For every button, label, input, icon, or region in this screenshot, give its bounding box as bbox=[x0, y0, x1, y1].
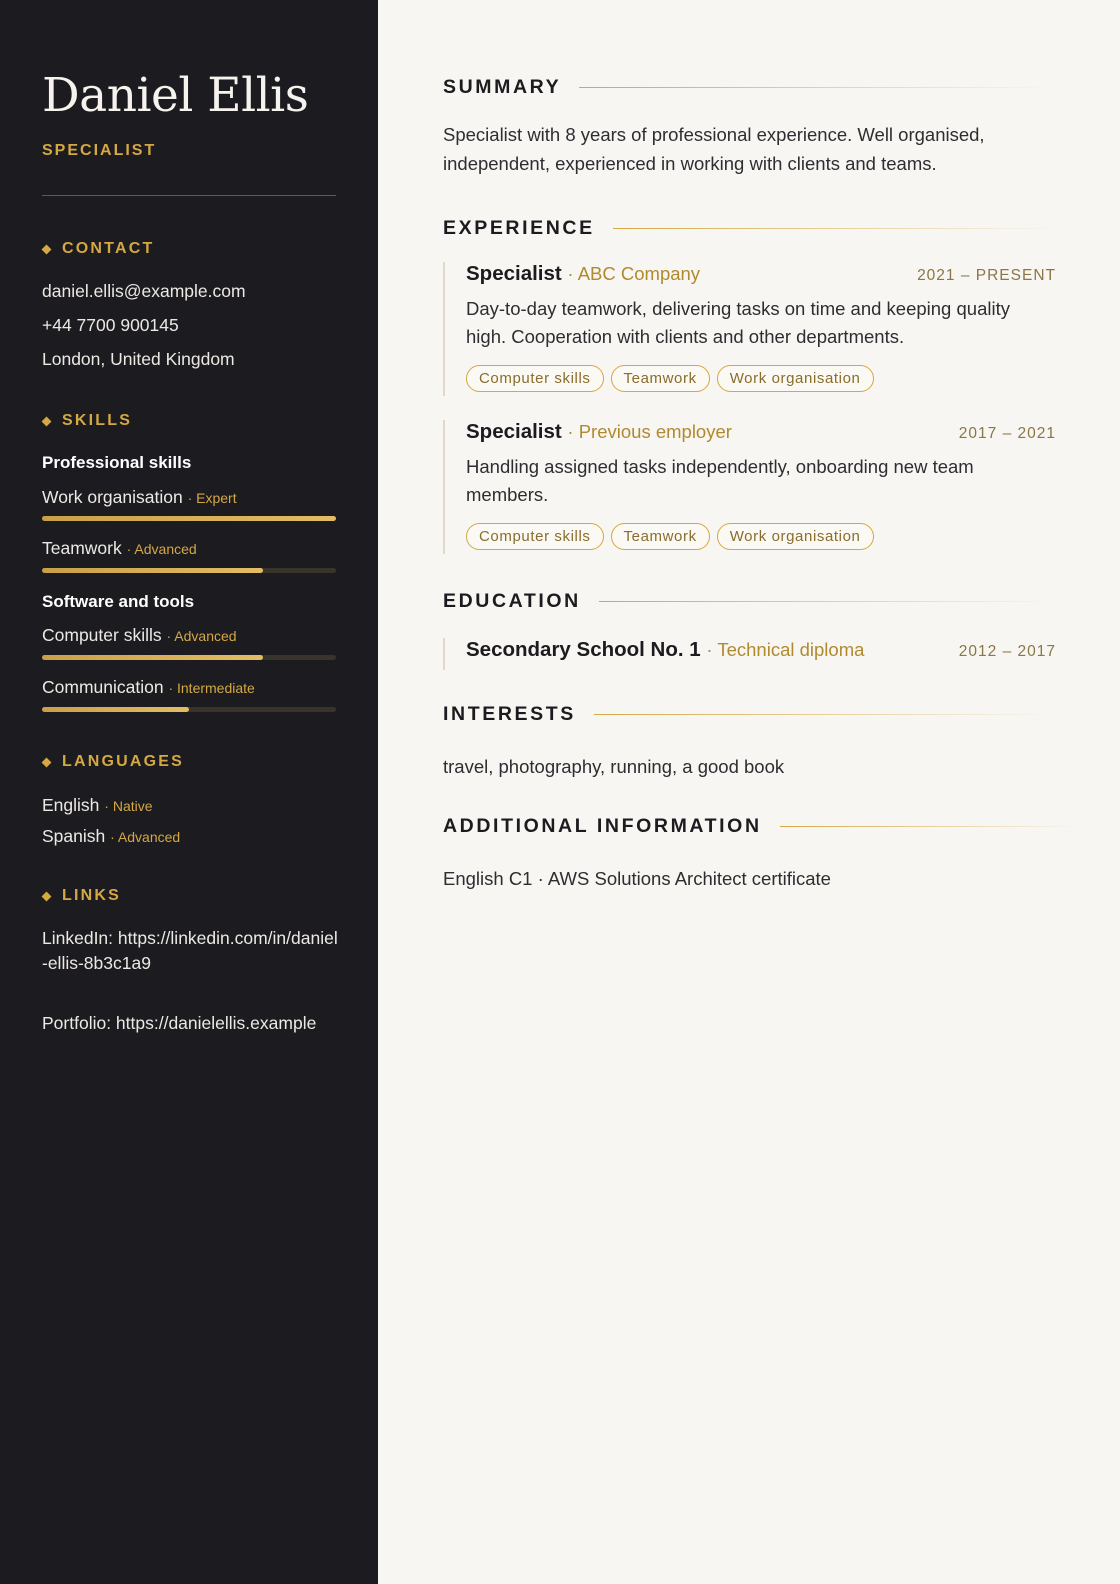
diamond-icon bbox=[42, 244, 52, 254]
skill-tag: Teamwork bbox=[611, 365, 710, 392]
skill-level: · Advanced bbox=[126, 541, 197, 557]
experience-entry bbox=[443, 262, 1056, 396]
heading-rule bbox=[780, 826, 1080, 827]
contact-heading bbox=[42, 240, 154, 258]
job-dates: 2017 – 2021 bbox=[958, 425, 1056, 442]
heading-rule bbox=[613, 228, 1061, 229]
candidate-name: Daniel Ellis bbox=[42, 68, 309, 123]
job-header bbox=[466, 420, 1056, 444]
portfolio-link[interactable]: Portfolio: https://danielellis.example bbox=[42, 1013, 317, 1033]
skill-group-title: Professional skills bbox=[42, 453, 192, 472]
education-entry bbox=[443, 638, 1056, 670]
languages-heading-label: LANGUAGES bbox=[62, 753, 185, 770]
contact-email[interactable]: daniel.ellis@example.com bbox=[42, 281, 246, 301]
job-description: Day-to-day teamwork, delivering tasks on time and keeping quality high. Cooperation with clients and other departments. bbox=[466, 298, 1010, 347]
skill-name: Communication bbox=[42, 677, 164, 697]
heading-rule bbox=[579, 87, 1049, 88]
language-name: Spanish bbox=[42, 826, 106, 846]
skill-level: · Expert bbox=[187, 490, 237, 506]
job-company: · Previous employer bbox=[567, 421, 732, 442]
skill-bar-fill bbox=[42, 707, 189, 712]
additional-heading-label: ADDITIONAL INFORMATION bbox=[443, 815, 762, 837]
skill-tag: Work organisation bbox=[717, 523, 874, 550]
skill-bar-fill bbox=[42, 655, 263, 660]
skill-bar bbox=[42, 655, 336, 660]
education-heading-label: EDUCATION bbox=[443, 590, 581, 612]
skills-heading bbox=[42, 412, 132, 430]
links-heading-label: LINKS bbox=[62, 887, 121, 904]
summary-heading-label: SUMMARY bbox=[443, 76, 562, 98]
interests-heading-label: INTERESTS bbox=[443, 703, 576, 725]
additional-text: English C1 · AWS Solutions Architect certificate bbox=[443, 868, 831, 889]
language-level: · Native bbox=[104, 798, 153, 814]
skill-level: · Advanced bbox=[166, 628, 237, 644]
interests-text: travel, photography, running, a good book bbox=[443, 756, 785, 777]
language-name: English bbox=[42, 795, 100, 815]
interests-heading bbox=[443, 703, 1054, 726]
language-item bbox=[42, 795, 153, 816]
job-title-line bbox=[466, 420, 732, 444]
experience-entry bbox=[443, 420, 1056, 554]
job-tags bbox=[466, 365, 1056, 392]
skill-tag: Work organisation bbox=[717, 365, 874, 392]
diamond-icon bbox=[42, 416, 52, 426]
summary-heading bbox=[443, 76, 1049, 99]
summary-text: Specialist with 8 years of professional experience. Well organised, independent, experienced in working with clients and teams. bbox=[443, 124, 985, 174]
contact-location: London, United Kingdom bbox=[42, 349, 235, 369]
skill-level: · Intermediate bbox=[168, 680, 255, 696]
job-header bbox=[466, 262, 1056, 286]
skill-bar-fill bbox=[42, 568, 263, 573]
skill-bar bbox=[42, 707, 336, 712]
skill-item bbox=[42, 538, 197, 559]
diamond-icon bbox=[42, 757, 52, 767]
skill-tag: Teamwork bbox=[611, 523, 710, 550]
skill-name: Work organisation bbox=[42, 487, 183, 507]
skill-tag: Computer skills bbox=[466, 523, 604, 550]
skill-name: Teamwork bbox=[42, 538, 122, 558]
skill-bar-fill bbox=[42, 516, 336, 521]
experience-heading bbox=[443, 217, 1061, 240]
additional-heading bbox=[443, 815, 1080, 838]
job-company: · ABC Company bbox=[567, 263, 701, 284]
languages-heading bbox=[42, 753, 184, 771]
job-title-line bbox=[466, 262, 700, 286]
skill-name: Computer skills bbox=[42, 625, 162, 645]
job-dates: 2021 – PRESENT bbox=[917, 267, 1056, 284]
skill-item bbox=[42, 677, 255, 698]
linkedin-link[interactable]: LinkedIn: https://linkedin.com/in/daniel-ellis-8b3c1a9 bbox=[42, 928, 338, 973]
experience-heading-label: EXPERIENCE bbox=[443, 217, 595, 239]
skill-bar bbox=[42, 568, 336, 573]
skill-item bbox=[42, 487, 237, 508]
education-header bbox=[466, 638, 1056, 662]
heading-rule bbox=[594, 714, 1054, 715]
sidebar-divider bbox=[42, 195, 336, 196]
language-item bbox=[42, 826, 180, 847]
skill-tag: Computer skills bbox=[466, 365, 604, 392]
job-title: Specialist bbox=[466, 420, 562, 443]
contact-phone[interactable]: +44 7700 900145 bbox=[42, 315, 179, 335]
education-title-line bbox=[466, 638, 864, 662]
education-heading bbox=[443, 590, 1057, 613]
links-heading bbox=[42, 887, 121, 905]
contact-heading-label: CONTACT bbox=[62, 240, 155, 257]
education-dates: 2012 – 2017 bbox=[958, 643, 1056, 660]
skill-item bbox=[42, 625, 237, 646]
candidate-role: SPECIALIST bbox=[42, 142, 157, 159]
language-level: · Advanced bbox=[110, 829, 181, 845]
skill-group-title: Software and tools bbox=[42, 592, 195, 611]
skills-heading-label: SKILLS bbox=[62, 412, 133, 429]
diamond-icon bbox=[42, 891, 52, 901]
school-name: Secondary School No. 1 bbox=[466, 638, 701, 661]
skill-bar bbox=[42, 516, 336, 521]
job-title: Specialist bbox=[466, 262, 562, 285]
education-degree: · Technical diploma bbox=[706, 639, 865, 660]
heading-rule bbox=[599, 601, 1057, 602]
job-description: Handling assigned tasks independently, onboarding new team members. bbox=[466, 456, 974, 505]
job-tags bbox=[466, 523, 1056, 550]
sidebar bbox=[0, 0, 378, 1584]
